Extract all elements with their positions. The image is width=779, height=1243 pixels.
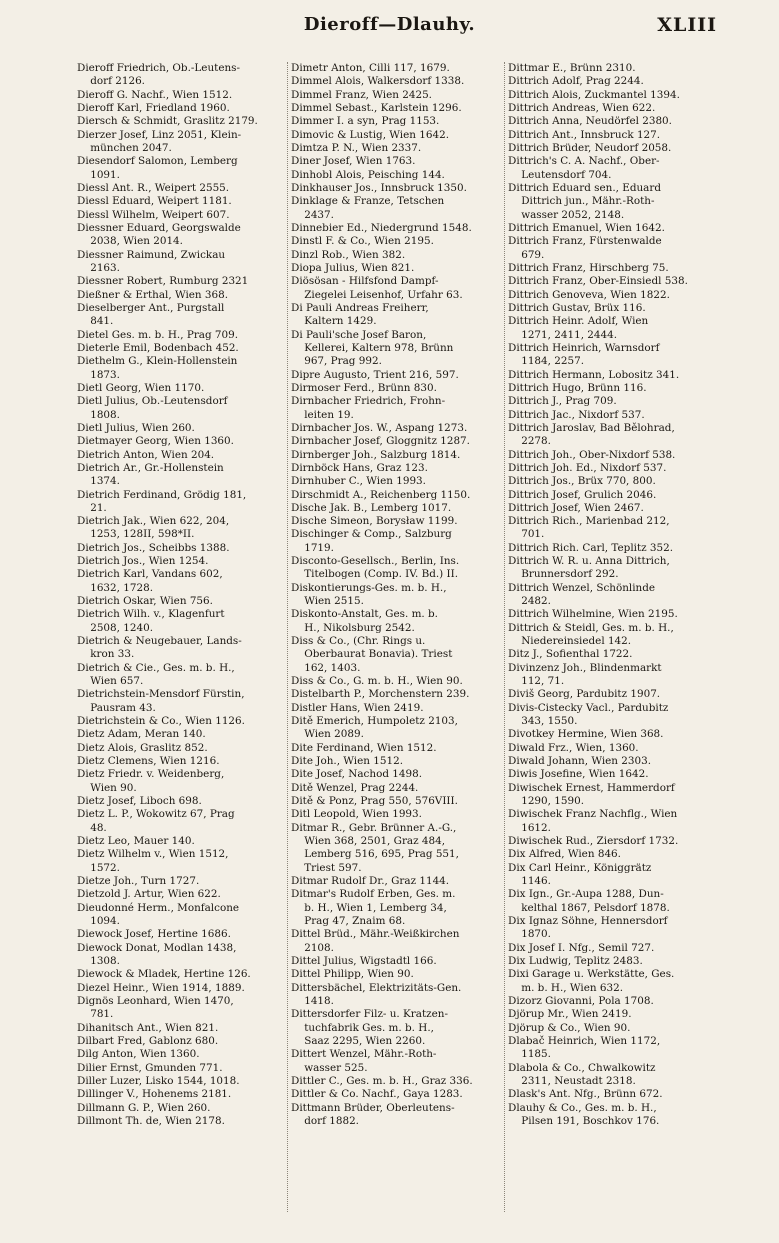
directory-entry-line: Dittrich Brüder, Neudorf 2058. [508, 141, 672, 154]
directory-entry-line: Dieterle Emil, Bodenbach 452. [77, 341, 239, 354]
directory-entry-line: Dietl Georg, Wien 1170. [77, 381, 205, 394]
directory-entry-line: 841. [77, 315, 114, 328]
directory-entry-line: Dieudonné Herm., Monfalcone [77, 901, 240, 914]
directory-entry-line: Diewock Josef, Hertine 1686. [77, 928, 231, 941]
directory-entry-line: Dische Simeon, Borysław 1199. [291, 515, 458, 528]
directory-entry-line: Dirnhuber C., Wien 1993. [291, 475, 426, 488]
directory-entry-line: Dietl Julius, Ob.-Leutensdorf [77, 395, 228, 408]
directory-entry-line: Dirnböck Hans, Graz 123. [291, 461, 428, 474]
directory-entry-line: wasser 2052, 2148. [508, 208, 625, 221]
directory-entry-line: Dittmann Brüder, Oberleutens- [291, 1101, 455, 1114]
directory-entry-line: 1870. [508, 928, 551, 941]
directory-entry-line: Ditě Wenzel, Prag 2244. [291, 781, 419, 794]
directory-entry-line: Dihanitsch Ant., Wien 821. [77, 1021, 219, 1034]
directory-entry-line: tuchfabrik Ges. m. b. H., [291, 1021, 434, 1034]
directory-entry-line: Diwischek Rud., Ziersdorf 1732. [508, 835, 679, 848]
directory-entry-line: Diwald Johann, Wien 2303. [508, 755, 652, 768]
directory-entry-line: Diessner Raimund, Zwickau [77, 248, 226, 261]
directory-entry-line: Brunnersdorf 292. [508, 568, 619, 581]
directory-entry-line: Di Pauli'sche Josef Baron, [291, 328, 427, 341]
directory-entry-line: 48. [77, 821, 107, 834]
directory-entry-line: Dietrich Jos., Scheibbs 1388. [77, 541, 230, 554]
directory-entry-line: Dietz Friedr. v. Weidenberg, [77, 768, 225, 781]
directory-entry-line: Wien 90. [77, 781, 137, 794]
directory-entry-line: Dittrich Josef, Wien 2467. [508, 501, 644, 514]
directory-entry-line: Wien 368, 2501, Graz 484, [291, 835, 446, 848]
directory-entry-line: Dittler & Co. Nachf., Gaya 1283. [291, 1088, 463, 1101]
directory-entry-line: Dittrich J., Prag 709. [508, 395, 617, 408]
directory-entry-line: Diessl Eduard, Weipert 1181. [77, 195, 232, 208]
directory-entry-line: Dirnbacher Josef, Gloggnitz 1287. [291, 435, 470, 448]
directory-entry-line: Triest 597. [291, 861, 362, 874]
directory-entry-line: 781. [77, 1008, 114, 1021]
directory-entry-line: Diersch & Schmidt, Graslitz 2179. [77, 115, 258, 128]
directory-entry-line: Distler Hans, Wien 2419. [291, 701, 424, 714]
directory-entry-line: Kellerei, Kaltern 978, Brünn [291, 341, 454, 354]
directory-entry-line: Dittersbächel, Elektrizitäts-Gen. [291, 981, 462, 994]
directory-entry-line: Dilg Anton, Wien 1360. [77, 1048, 200, 1061]
directory-entry-line: Dittersdorfer Filz- u. Kratzen- [291, 1008, 448, 1021]
directory-entry-line: Divotkey Hermine, Wien 368. [508, 728, 664, 741]
directory-entry-line: 1290, 1590. [508, 795, 585, 808]
directory-entry-line: Oberbaurat Bonavia). Triest [291, 648, 453, 661]
directory-entry-line: Dlabola & Co., Chwalkowitz [508, 1061, 656, 1074]
directory-entry-line: 1572. [77, 861, 120, 874]
directory-entry-line: 21. [77, 501, 107, 514]
directory-entry-line: Dittrich Franz, Fürstenwalde [508, 235, 662, 248]
directory-entry-line: Diessl Ant. R., Weipert 2555. [77, 181, 230, 194]
directory-entry-line: Dietl Julius, Wien 260. [77, 421, 195, 434]
directory-entry-line: Pilsen 191, Boschkov 176. [508, 1114, 660, 1127]
directory-entry-line: Dittrich Rich., Marienbad 212, [508, 515, 670, 528]
page-header [0, 14, 779, 42]
directory-entry-line: Dimmel Franz, Wien 2425. [291, 88, 432, 101]
directory-entry-line: Dittrich Josef, Grulich 2046. [508, 488, 657, 501]
directory-column-1 [77, 62, 275, 1212]
directory-entry-line: Dizorz Giovanni, Pola 1708. [508, 994, 654, 1007]
directory-entry-line: Di Pauli Andreas Freiherr, [291, 301, 429, 314]
directory-entry-line: Dilier Ernst, Gmunden 771. [77, 1061, 223, 1074]
directory-entry-line: 2038, Wien 2014. [77, 235, 183, 248]
directory-entry-line: Dix Alfred, Wien 846. [508, 848, 621, 861]
directory-entry-line: 1184, 2257. [508, 355, 585, 368]
directory-entry-line: 1094. [77, 915, 120, 927]
directory-entry-line: Diessner Eduard, Georgswalde [77, 221, 241, 234]
directory-entry-line: Dinnebier Ed., Niedergrund 1548. [291, 221, 472, 234]
directory-entry-line: Diner Josef, Wien 1763. [291, 155, 416, 168]
directory-entry-line: Dittrich Wilhelmine, Wien 2195. [508, 608, 678, 621]
directory-entry-line: Dlauhy & Co., Ges. m. b. H., [508, 1101, 657, 1114]
directory-entry-line: Diessl Wilhelm, Weipert 607. [77, 208, 230, 221]
directory-entry-line: Dix Ludwig, Teplitz 2483. [508, 954, 643, 967]
directory-entry-line: 1091. [77, 168, 120, 181]
page-number: XLIII [657, 14, 717, 36]
directory-entry-line: Lemberg 516, 695, Prag 551, [291, 848, 459, 861]
directory-entry-line: Dittel Julius, Wigstadtl 166. [291, 954, 437, 967]
directory-entry-line: Dite Joh., Wien 1512. [291, 755, 404, 768]
directory-column-2 [287, 62, 498, 1212]
directory-entry-line: Dietrich & Cie., Ges. m. b. H., [77, 661, 235, 674]
directory-entry-line: Ditl Leopold, Wien 1993. [291, 808, 422, 821]
directory-entry-line: Diessner Robert, Rumburg 2321 [77, 275, 249, 288]
directory-entry-line: Diesendorf Salomon, Lemberg [77, 155, 238, 168]
directory-entry-line: Dix Carl Heinr., Königgrätz [508, 861, 652, 874]
directory-entry-line: m. b. H., Wien 632. [508, 981, 623, 994]
directory-entry-line: Dittrich Alois, Zuckmantel 1394. [508, 88, 680, 101]
directory-entry-line: Dietrich Oskar, Wien 756. [77, 595, 213, 608]
directory-entry-line: 112, 71. [508, 675, 565, 688]
directory-entry-line: Diwis Josefine, Wien 1642. [508, 768, 649, 781]
directory-entry-line: 1612. [508, 821, 551, 834]
directory-entry-line: Dieselberger Ant., Purgstall [77, 301, 225, 314]
directory-entry-line: Prag 47, Znaim 68. [291, 915, 406, 927]
directory-entry-line: 2163. [77, 261, 120, 274]
directory-entry-line: Diwald Frz., Wien, 1360. [508, 741, 639, 754]
directory-entry-line: Dittrich Jos., Brüx 770, 800. [508, 475, 656, 488]
directory-entry-line: Ditě Emerich, Humpoletz 2103, [291, 715, 458, 728]
directory-entry-line: Diwischek Franz Nachflg., Wien [508, 808, 678, 821]
directory-entry-line: Dieroff Karl, Friedland 1960. [77, 101, 230, 114]
directory-column-3 [504, 62, 714, 1212]
directory-entry-line: Diskonto-Anstalt, Ges. m. b. [291, 608, 438, 621]
directory-entry-line: Distelbarth P., Morchenstern 239. [291, 688, 470, 701]
directory-entry-line: Dietz Adam, Meran 140. [77, 728, 206, 741]
directory-entry-line: dorf 2126. [77, 75, 145, 88]
directory-entry-line: 1374. [77, 475, 120, 488]
directory-entry-line: Kaltern 1429. [291, 315, 377, 328]
directory-entry-line: Diopa Julius, Wien 821. [291, 261, 415, 274]
directory-entry-line: Dietz L. P., Wokowitz 67, Prag [77, 808, 235, 821]
directory-entry-line: Dieroff Friedrich, Ob.-Leutens- [77, 62, 241, 74]
directory-entry-line: Dimtza P. N., Wien 2337. [291, 141, 422, 154]
directory-entry-line: Dittmar E., Brünn 2310. [508, 62, 636, 74]
directory-entry-line: Ditmar's Rudolf Erben, Ges. m. [291, 888, 456, 901]
directory-entry-line: Dittrich Franz, Hirschberg 75. [508, 261, 669, 274]
directory-entry-line: kron 33. [77, 648, 135, 661]
directory-entry-line: Saaz 2295, Wien 2260. [291, 1034, 426, 1047]
directory-entry-line: Wien 2089. [291, 728, 364, 741]
directory-entry-line: Wien 657. [77, 675, 144, 688]
directory-entry-line: Dittrich Adolf, Prag 2244. [508, 75, 644, 88]
directory-entry-line: Dittrich Rich. Carl, Teplitz 352. [508, 541, 674, 554]
directory-entry-line: Diwischek Ernest, Hammerdorf [508, 781, 675, 794]
directory-entry-line: Titelbogen (Comp. IV. Bd.) II. [291, 568, 459, 581]
directory-entry-line: 1253, 128II, 598*II. [77, 528, 195, 541]
directory-entry-line: Diss & Co., G. m. b. H., Wien 90. [291, 675, 463, 688]
directory-entry-line: Dietrich Jos., Wien 1254. [77, 555, 209, 568]
directory-entry-line: Dimovic & Lustig, Wien 1642. [291, 128, 450, 141]
directory-entry-line: Dilbart Fred, Gablonz 680. [77, 1034, 219, 1047]
directory-entry-line: Dittert Wenzel, Mähr.-Roth- [291, 1048, 437, 1061]
directory-entry-line: 2437. [291, 208, 334, 221]
directory-entry-line: Dietrich Jak., Wien 622, 204, [77, 515, 230, 528]
directory-entry-line: leiten 19. [291, 408, 354, 421]
directory-entry-line: 2311, Neustadt 2318. [508, 1074, 636, 1087]
directory-entry-line: 2108. [291, 941, 334, 954]
directory-entry-line: Diskontierungs-Ges. m. b. H., [291, 581, 447, 594]
directory-entry-line: Dittrich Franz, Ober-Einsiedl 538. [508, 275, 688, 288]
directory-entry-line: Dite Ferdinand, Wien 1512. [291, 741, 437, 754]
directory-entry-line: Dimmel Sebast., Karlstein 1296. [291, 101, 462, 114]
directory-entry-line: Dittel Brüd., Mähr.-Weißkirchen [291, 928, 460, 941]
running-title: Dieroff—Dlauhy. [303, 14, 476, 35]
directory-entry-line: Dittler C., Ges. m. b. H., Graz 336. [291, 1074, 473, 1087]
directory-entry-line: Dietrich Ferdinand, Grödig 181, [77, 488, 247, 501]
directory-entry-line: Dillinger V., Hohenems 2181. [77, 1088, 232, 1101]
directory-entry-line: Dipre Augusto, Trient 216, 597. [291, 368, 459, 381]
directory-entry-line: Ditmar R., Gebr. Brünner A.-G., [291, 821, 457, 834]
directory-entry-line: 701. [508, 528, 545, 541]
directory-entry-line: Dinklage & Franze, Tetschen [291, 195, 445, 208]
directory-entry-line: münchen 2047. [77, 141, 172, 154]
directory-entry-line: 1808. [77, 408, 120, 421]
directory-entry-line: Dimmer I. a syn, Prag 1153. [291, 115, 440, 128]
directory-entry-line: Dittrich Hugo, Brünn 116. [508, 381, 647, 394]
directory-entry-line: Dite Josef, Nachod 1498. [291, 768, 423, 781]
directory-entry-line: Dietrich Karl, Vandans 602, [77, 568, 223, 581]
directory-entry-line: Dische Jak. B., Lemberg 1017. [291, 501, 452, 514]
directory-entry-line: 1185. [508, 1048, 551, 1061]
directory-entry-line: Dittrich & Steidl, Ges. m. b. H., [508, 621, 674, 634]
directory-entry-line: Wien 2515. [291, 595, 364, 608]
directory-entry-line: Dirmoser Ferd., Brünn 830. [291, 381, 437, 394]
directory-entry-line: 2508, 1240. [77, 621, 154, 634]
directory-entry-line: Dinzl Rob., Wien 382. [291, 248, 406, 261]
directory-entry-line: kelthal 1867, Pelsdorf 1878. [508, 901, 670, 914]
directory-entry-line: 1632, 1728. [77, 581, 154, 594]
directory-entry-line: wasser 525. [291, 1061, 368, 1074]
directory-entry-line: Dinstl F. & Co., Wien 2195. [291, 235, 434, 248]
directory-entry-line: Dittel Philipp, Wien 90. [291, 968, 414, 981]
directory-entry-line: 162, 1403. [291, 661, 361, 674]
directory-entry-line: 2278. [508, 435, 551, 448]
directory-entry-line: Dlabač Heinrich, Wien 1172, [508, 1034, 661, 1047]
directory-entry-line: Dietrichstein & Co., Wien 1126. [77, 715, 245, 728]
directory-entry-line: Dietmayer Georg, Wien 1360. [77, 435, 234, 448]
directory-entry-line: Dignös Leonhard, Wien 1470, [77, 994, 234, 1007]
directory-entry-line: 679. [508, 248, 545, 261]
directory-entry-line: Leutensdorf 704. [508, 168, 612, 181]
directory-entry-line: Dix Josef I. Nfg., Semil 727. [508, 941, 655, 954]
directory-entry-line: Dittrich W. R. u. Anna Dittrich, [508, 555, 670, 568]
directory-entry-line: Dinhobl Alois, Peisching 144. [291, 168, 445, 181]
directory-entry-line: Ziegelei Leisenhof, Urfahr 63. [291, 288, 463, 301]
directory-entry-line: Disconto-Gesellsch., Berlin, Ins. [291, 555, 460, 568]
directory-entry-line: Diviš Georg, Pardubitz 1907. [508, 688, 661, 701]
directory-entry-line: Dieroff G. Nachf., Wien 1512. [77, 88, 233, 101]
directory-entry-line: Dietrich Anton, Wien 204. [77, 448, 215, 461]
directory-entry-line: Dinkhauser Jos., Innsbruck 1350. [291, 181, 467, 194]
directory-entry-line: Pausram 43. [77, 701, 156, 714]
directory-entry-line: Dirschmidt A., Reichenberg 1150. [291, 488, 471, 501]
directory-entry-line: Dixi Garage u. Werkstätte, Ges. [508, 968, 675, 981]
directory-entry-line: Dietze Joh., Turn 1727. [77, 875, 200, 888]
directory-entry-line: Djörup & Co., Wien 90. [508, 1021, 631, 1034]
directory-entry-line: 2482. [508, 595, 551, 608]
directory-entry-line: 1146. [508, 875, 551, 888]
directory-entry-line: Dittrich Eduard sen., Eduard [508, 181, 661, 194]
directory-entry-line: Dietz Wilhelm v., Wien 1512, [77, 848, 229, 861]
directory-entry-line: Dietzold J. Artur, Wien 622. [77, 888, 221, 901]
directory-entry-line: Diewock & Mladek, Hertine 126. [77, 968, 251, 981]
directory-entry-line: 1271, 2411, 2444. [508, 328, 618, 341]
directory-entry-line: Dietrichstein-Mensdorf Fürstin, [77, 688, 245, 701]
directory-entry-line: 1308. [77, 954, 120, 967]
directory-entry-line: Dix Ign., Gr.-Aupa 1288, Dun- [508, 888, 664, 901]
directory-entry-line: Dirnbacher Jos. W., Aspang 1273. [291, 421, 468, 434]
directory-entry-line: Dietz Josef, Liboch 698. [77, 795, 202, 808]
directory-entry-line: 1873. [77, 368, 120, 381]
directory-entry-line: Niedereinsiedel 142. [508, 635, 632, 648]
directory-entry-line: Dittrich Jaroslav, Bad Bělohrad, [508, 421, 675, 434]
directory-entry-line: Dillmann G. P., Wien 260. [77, 1101, 211, 1114]
directory-entry-line: Diethelm G., Klein-Hollenstein [77, 355, 238, 368]
directory-entry-line: Ditz J., Sofienthal 1722. [508, 648, 633, 661]
directory-entry-line: Diss & Co., (Chr. Rings u. [291, 635, 426, 648]
directory-entry-line: Divis-Cistecky Vacl., Pardubitz [508, 701, 669, 714]
directory-entry-line: Dietz Alois, Graslitz 852. [77, 741, 208, 754]
directory-entry-line: Dittrich Ant., Innsbruck 127. [508, 128, 661, 141]
directory-entry-line: b. H., Wien 1, Lemberg 34, [291, 901, 447, 914]
directory-entry-line: Dietz Clemens, Wien 1216. [77, 755, 220, 768]
directory-entry-line: Diösösan - Hilfsfond Dampf- [291, 275, 439, 288]
directory-entry-line: Dittrich Joh. Ed., Nixdorf 537. [508, 461, 667, 474]
directory-entry-line: Dirnbacher Friedrich, Frohn- [291, 395, 446, 408]
directory-entry-line: Dittrich Heinrich, Warnsdorf [508, 341, 660, 354]
directory-entry-line: 1418. [291, 994, 334, 1007]
directory-entry-line: Dierzer Josef, Linz 2051, Klein- [77, 128, 242, 141]
directory-entry-line: Dietrich Wilh. v., Klagenfurt [77, 608, 225, 621]
directory-entry-line: Dirnberger Joh., Salzburg 1814. [291, 448, 461, 461]
directory-entry-line: Diller Luzer, Lisko 1544, 1018. [77, 1074, 240, 1087]
directory-entry-line: Dillmont Th. de, Wien 2178. [77, 1114, 225, 1127]
directory-entry-line: Dittrich Jac., Nixdorf 537. [508, 408, 645, 421]
directory-entry-line: 343, 1550. [508, 715, 578, 728]
directory-entry-line: Dittrich jun., Mähr.-Roth- [508, 195, 655, 208]
directory-entry-line: H., Nikolsburg 2542. [291, 621, 415, 634]
directory-entry-line: Diewock Donat, Modlan 1438, [77, 941, 237, 954]
directory-entry-line: Dimetr Anton, Cilli 117, 1679. [291, 62, 450, 74]
directory-entry-line: Ditmar Rudolf Dr., Graz 1144. [291, 875, 450, 888]
directory-entry-line: Dießner & Erthal, Wien 368. [77, 288, 229, 301]
directory-entry-line: Dittrich Emanuel, Wien 1642. [508, 221, 665, 234]
directory-entry-line: dorf 1882. [291, 1114, 359, 1127]
directory-entry-line: Dittrich Wenzel, Schönlinde [508, 581, 656, 594]
directory-entry-line: Dietel Ges. m. b. H., Prag 709. [77, 328, 239, 341]
directory-entry-line: Dischinger & Comp., Salzburg [291, 528, 452, 541]
directory-entry-line: Djörup Mr., Wien 2419. [508, 1008, 632, 1021]
directory-entry-line: 1719. [291, 541, 334, 554]
directory-entry-line: Dietz Leo, Mauer 140. [77, 835, 195, 848]
directory-entry-line: Dlask's Ant. Nfg., Brünn 672. [508, 1088, 663, 1101]
directory-entry-line: Dix Ignaz Söhne, Hennersdorf [508, 915, 668, 927]
directory-entry-line: Dittrich Anna, Neudörfel 2380. [508, 115, 672, 128]
directory-entry-line: Dittrich's C. A. Nachf., Ober- [508, 155, 660, 168]
directory-entry-line: Dietrich Ar., Gr.-Hollenstein [77, 461, 224, 474]
directory-entry-line: Dietrich & Neugebauer, Lands- [77, 635, 242, 648]
directory-entry-line: Dittrich Heinr. Adolf, Wien [508, 315, 649, 328]
directory-entry-line: Dittrich Andreas, Wien 622. [508, 101, 656, 114]
directory-entry-line: 967, Prag 992. [291, 355, 382, 368]
directory-entry-line: Dittrich Gustav, Brüx 116. [508, 301, 646, 314]
directory-entry-line: Dimmel Alois, Walkersdorf 1338. [291, 75, 465, 88]
directory-entry-line: Divinzenz Joh., Blindenmarkt [508, 661, 662, 674]
directory-entry-line: Dittrich Joh., Ober-Nixdorf 538. [508, 448, 676, 461]
directory-entry-line: Dittrich Hermann, Lobositz 341. [508, 368, 680, 381]
directory-entry-line: Dittrich Genoveva, Wien 1822. [508, 288, 670, 301]
directory-entry-line: Diezel Heinr., Wien 1914, 1889. [77, 981, 245, 994]
directory-entry-line: Ditě & Ponz, Prag 550, 576VIII. [291, 795, 458, 808]
